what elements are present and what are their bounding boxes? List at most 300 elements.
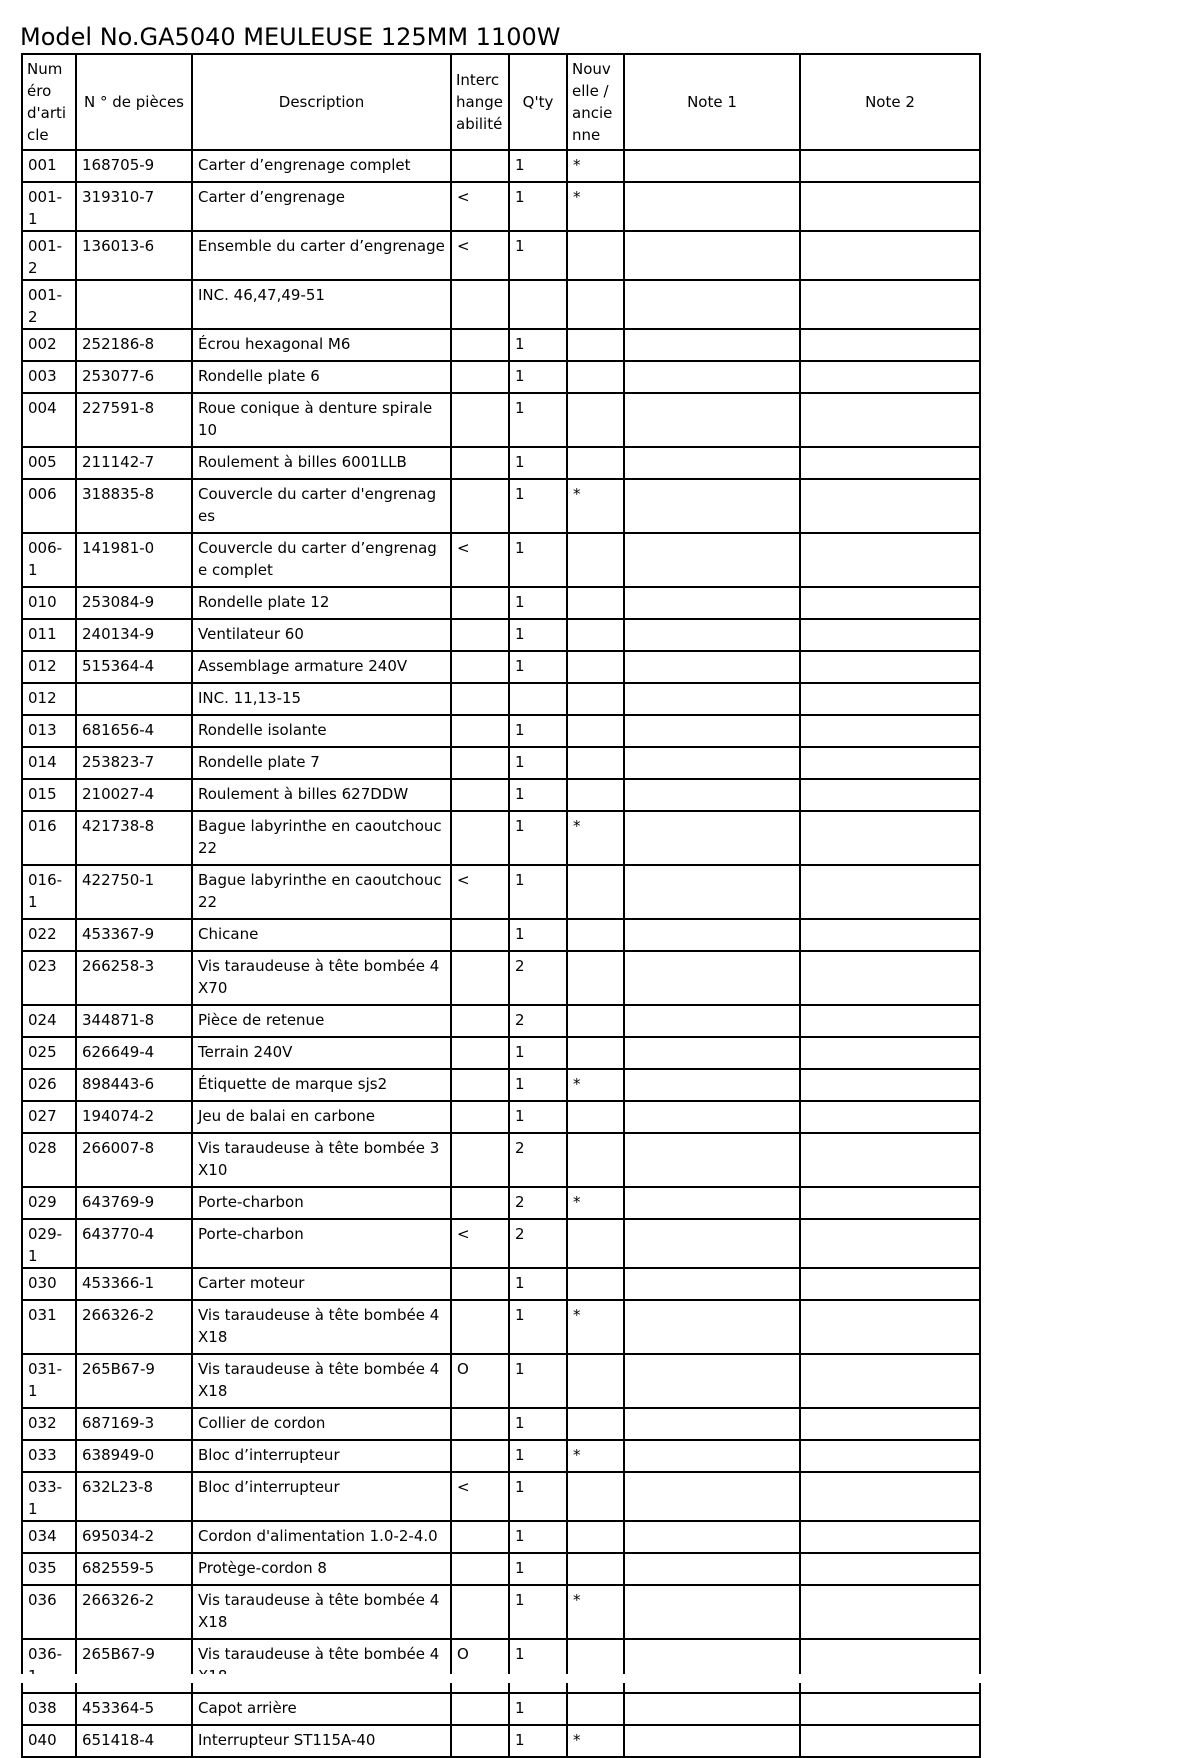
cell-note-1	[624, 811, 800, 865]
cell-part-number: 344871-8	[76, 1005, 192, 1037]
table-row	[22, 231, 980, 280]
cell-interchangeability: <	[451, 865, 509, 919]
cell-note-2	[800, 329, 980, 361]
cell-note-2	[800, 182, 980, 231]
table-row	[22, 715, 980, 747]
cell-note-1	[624, 280, 800, 329]
cell-description: Bloc d’interrupteur	[192, 1440, 451, 1472]
cell-quantity: 1	[509, 865, 567, 919]
cell-note-2	[800, 779, 980, 811]
cell-quantity: 1	[509, 587, 567, 619]
cell-new-old	[567, 329, 624, 361]
cell-item-number: 001	[22, 150, 76, 182]
cell-item-number: 012	[22, 683, 76, 715]
cell-note-2	[800, 1133, 980, 1187]
cell-note-2	[800, 1005, 980, 1037]
cell-interchangeability	[451, 587, 509, 619]
cell-quantity: 1	[509, 715, 567, 747]
cell-interchangeability: O	[451, 1639, 509, 1693]
table-row	[22, 533, 980, 587]
cell-new-old	[567, 1639, 624, 1693]
cell-new-old	[567, 1268, 624, 1300]
cell-interchangeability	[451, 1693, 509, 1725]
cell-note-1	[624, 747, 800, 779]
table-row	[22, 683, 980, 715]
cell-new-old	[567, 393, 624, 447]
cell-note-2	[800, 533, 980, 587]
cell-note-2	[800, 1101, 980, 1133]
cell-quantity: 1	[509, 329, 567, 361]
column-header-description: Description	[192, 54, 451, 150]
cell-item-number: 028	[22, 1133, 76, 1187]
cell-description: Vis taraudeuse à tête bombée 4	[192, 1639, 451, 1693]
cell-note-2	[800, 1639, 980, 1693]
cell-new-old	[567, 919, 624, 951]
cell-note-2	[800, 1037, 980, 1069]
cell-interchangeability	[451, 1553, 509, 1585]
cell-note-1	[624, 361, 800, 393]
cell-item-number: 036-	[22, 1639, 76, 1693]
cell-new-old	[567, 1219, 624, 1268]
cell-new-old	[567, 747, 624, 779]
cell-part-number: 643769-9	[76, 1187, 192, 1219]
table-row	[22, 1639, 980, 1693]
cell-new-old	[567, 1101, 624, 1133]
cell-note-1	[624, 587, 800, 619]
cell-new-old	[567, 1693, 624, 1725]
cell-note-1	[624, 1725, 800, 1757]
cell-note-2	[800, 1187, 980, 1219]
cell-item-number: 003	[22, 361, 76, 393]
cell-new-old	[567, 447, 624, 479]
column-header-new-old: Nouvelle / ancienne	[567, 54, 624, 150]
column-header-note-2: Note 2	[800, 54, 980, 150]
column-header-part-number: N ° de pièces	[76, 54, 192, 150]
table-header-row	[22, 54, 980, 150]
table-row	[22, 1069, 980, 1101]
cell-note-2	[800, 747, 980, 779]
cell-quantity	[509, 683, 567, 715]
cell-note-1	[624, 651, 800, 683]
cell-part-number: 318835-8	[76, 479, 192, 533]
cell-note-1	[624, 919, 800, 951]
cell-item-number: 025	[22, 1037, 76, 1069]
cell-interchangeability	[451, 280, 509, 329]
cell-note-1	[624, 231, 800, 280]
cell-item-number: 001-2	[22, 231, 76, 280]
cell-description: Chicane	[192, 919, 451, 951]
cell-interchangeability	[451, 619, 509, 651]
cell-interchangeability	[451, 329, 509, 361]
cell-interchangeability: O	[451, 1354, 509, 1408]
cell-note-2	[800, 1408, 980, 1440]
cell-part-number: 651418-4	[76, 1725, 192, 1757]
cell-note-1	[624, 779, 800, 811]
cell-new-old	[567, 533, 624, 587]
cell-item-number: 015	[22, 779, 76, 811]
table-row	[22, 619, 980, 651]
cell-part-number: 266326-2	[76, 1300, 192, 1354]
table-row	[22, 150, 980, 182]
cell-item-number: 038	[22, 1693, 76, 1725]
cell-note-1	[624, 1639, 800, 1693]
cell-interchangeability: <	[451, 231, 509, 280]
table-row	[22, 1585, 980, 1639]
cell-interchangeability	[451, 447, 509, 479]
cell-new-old	[567, 951, 624, 1005]
cell-new-old	[567, 1133, 624, 1187]
cell-interchangeability	[451, 1187, 509, 1219]
cell-part-number: 453364-5	[76, 1693, 192, 1725]
cell-part-number: 422750-1	[76, 865, 192, 919]
page-bottom-edge	[0, 1674, 1190, 1683]
cell-part-number	[76, 683, 192, 715]
cell-quantity: 1	[509, 779, 567, 811]
cell-interchangeability	[451, 715, 509, 747]
cell-description: Bloc d’interrupteur	[192, 1472, 451, 1521]
cell-part-number: 265B67-9	[76, 1354, 192, 1408]
cell-note-1	[624, 715, 800, 747]
cell-interchangeability	[451, 150, 509, 182]
table-row	[22, 280, 980, 329]
cell-description: Assemblage armature 240V	[192, 651, 451, 683]
cell-interchangeability	[451, 683, 509, 715]
cell-part-number: 632L23-8	[76, 1472, 192, 1521]
cell-note-1	[624, 1005, 800, 1037]
cell-part-number: 253077-6	[76, 361, 192, 393]
cell-part-number: 168705-9	[76, 150, 192, 182]
cell-note-2	[800, 865, 980, 919]
cell-item-number: 031	[22, 1300, 76, 1354]
table-row	[22, 811, 980, 865]
cell-quantity: 1	[509, 447, 567, 479]
cell-description: Vis taraudeuse à tête bombée 4X18	[192, 1585, 451, 1639]
cell-quantity: 1	[509, 1639, 567, 1693]
cell-description: Carter d’engrenage	[192, 182, 451, 231]
cell-part-number: 266007-8	[76, 1133, 192, 1187]
cell-item-number: 024	[22, 1005, 76, 1037]
cell-note-1	[624, 479, 800, 533]
cell-part-number: 681656-4	[76, 715, 192, 747]
cell-description: Roulement à billes 627DDW	[192, 779, 451, 811]
cell-part-number: 515364-4	[76, 651, 192, 683]
cell-note-1	[624, 1268, 800, 1300]
cell-description: Jeu de balai en carbone	[192, 1101, 451, 1133]
cell-new-old: *	[567, 150, 624, 182]
cell-note-1	[624, 1037, 800, 1069]
cell-description: Écrou hexagonal M6	[192, 329, 451, 361]
cell-interchangeability	[451, 779, 509, 811]
cell-interchangeability	[451, 1133, 509, 1187]
cell-new-old	[567, 1408, 624, 1440]
column-header-item-number: Numéro d'article	[22, 54, 76, 150]
cell-note-2	[800, 919, 980, 951]
cell-item-number: 001-2	[22, 280, 76, 329]
cell-note-1	[624, 1133, 800, 1187]
cell-interchangeability	[451, 1585, 509, 1639]
cell-new-old	[567, 1005, 624, 1037]
table-row	[22, 651, 980, 683]
table-row	[22, 1037, 980, 1069]
table-row	[22, 1408, 980, 1440]
cell-new-old	[567, 683, 624, 715]
table-row	[22, 587, 980, 619]
cell-description: Collier de cordon	[192, 1408, 451, 1440]
cell-description: Pièce de retenue	[192, 1005, 451, 1037]
table-row	[22, 1300, 980, 1354]
table-row	[22, 1219, 980, 1268]
cell-interchangeability	[451, 393, 509, 447]
cell-description: Porte-charbon	[192, 1187, 451, 1219]
cell-quantity: 1	[509, 1693, 567, 1725]
cell-new-old: *	[567, 1725, 624, 1757]
cell-note-2	[800, 951, 980, 1005]
cell-item-number: 011	[22, 619, 76, 651]
cell-note-1	[624, 150, 800, 182]
cell-quantity: 1	[509, 1585, 567, 1639]
cell-new-old: *	[567, 1440, 624, 1472]
cell-note-2	[800, 231, 980, 280]
cell-quantity: 2	[509, 951, 567, 1005]
cell-interchangeability: <	[451, 1472, 509, 1521]
cell-interchangeability	[451, 1005, 509, 1037]
cell-description: Bague labyrinthe en caoutchouc 22	[192, 865, 451, 919]
cell-new-old	[567, 231, 624, 280]
cell-note-2	[800, 280, 980, 329]
cell-part-number: 319310-7	[76, 182, 192, 231]
cell-new-old: *	[567, 811, 624, 865]
cell-part-number: 227591-8	[76, 393, 192, 447]
cell-description: Couvercle du carter d'engrenages	[192, 479, 451, 533]
cell-description: Rondelle plate 7	[192, 747, 451, 779]
table-row	[22, 447, 980, 479]
cell-interchangeability	[451, 479, 509, 533]
cell-new-old: *	[567, 1187, 624, 1219]
table-row	[22, 1187, 980, 1219]
cell-description: Terrain 240V	[192, 1037, 451, 1069]
cell-description: Porte-charbon	[192, 1219, 451, 1268]
cell-description: Carter d’engrenage complet	[192, 150, 451, 182]
cell-note-2	[800, 1553, 980, 1585]
table-row	[22, 361, 980, 393]
cell-quantity: 1	[509, 747, 567, 779]
cell-part-number: 638949-0	[76, 1440, 192, 1472]
table-row	[22, 1440, 980, 1472]
cell-item-number: 027	[22, 1101, 76, 1133]
cell-new-old	[567, 587, 624, 619]
cell-note-2	[800, 587, 980, 619]
table-row	[22, 1354, 980, 1408]
cell-description: Vis taraudeuse à tête bombée 4X18	[192, 1354, 451, 1408]
cell-part-number: 141981-0	[76, 533, 192, 587]
cell-description: Ensemble du carter d’engrenage	[192, 231, 451, 280]
cell-item-number: 010	[22, 587, 76, 619]
cell-item-number: 004	[22, 393, 76, 447]
cell-part-number: 252186-8	[76, 329, 192, 361]
cell-quantity: 1	[509, 1472, 567, 1521]
parts-table-body	[22, 150, 980, 1757]
cell-note-1	[624, 1187, 800, 1219]
table-row	[22, 1693, 980, 1725]
table-row	[22, 1725, 980, 1757]
cell-interchangeability: <	[451, 533, 509, 587]
cell-item-number: 035	[22, 1553, 76, 1585]
cell-part-number: 626649-4	[76, 1037, 192, 1069]
cell-item-number: 040	[22, 1725, 76, 1757]
cell-description: INC. 46,47,49-51	[192, 280, 451, 329]
cell-note-2	[800, 683, 980, 715]
cell-new-old	[567, 1553, 624, 1585]
cell-description: Vis taraudeuse à tête bombée 4X18	[192, 1300, 451, 1354]
cell-item-number: 033	[22, 1440, 76, 1472]
cell-description: Ventilateur 60	[192, 619, 451, 651]
cell-description: Couvercle du carter d’engrenage complet	[192, 533, 451, 587]
cell-description: Cordon d'alimentation 1.0-2-4.0	[192, 1521, 451, 1553]
cell-new-old: *	[567, 479, 624, 533]
cell-interchangeability	[451, 1300, 509, 1354]
cell-note-1	[624, 683, 800, 715]
cell-note-1	[624, 1440, 800, 1472]
cell-note-2	[800, 1069, 980, 1101]
column-header-quantity: Q'ty	[509, 54, 567, 150]
cell-interchangeability	[451, 1408, 509, 1440]
cell-interchangeability	[451, 747, 509, 779]
cell-note-1	[624, 1408, 800, 1440]
cell-interchangeability	[451, 919, 509, 951]
cell-note-1	[624, 1693, 800, 1725]
cell-note-1	[624, 951, 800, 1005]
table-row	[22, 479, 980, 533]
cell-quantity: 2	[509, 1219, 567, 1268]
cell-note-2	[800, 1725, 980, 1757]
cell-part-number: 682559-5	[76, 1553, 192, 1585]
cell-new-old	[567, 651, 624, 683]
cell-item-number: 005	[22, 447, 76, 479]
cell-note-1	[624, 1300, 800, 1354]
cell-note-1	[624, 1472, 800, 1521]
cell-note-1	[624, 865, 800, 919]
cell-note-2	[800, 1472, 980, 1521]
page-title: Model No.GA5040 MEULEUSE 125MM 1100W	[20, 23, 561, 51]
cell-note-2	[800, 447, 980, 479]
column-header-interchangeability: Interchangeabilité	[451, 54, 509, 150]
cell-part-number	[76, 280, 192, 329]
cell-note-1	[624, 1553, 800, 1585]
table-row	[22, 747, 980, 779]
cell-note-1	[624, 1219, 800, 1268]
cell-part-number: 253084-9	[76, 587, 192, 619]
cell-part-number: 211142-7	[76, 447, 192, 479]
cell-item-number: 033-1	[22, 1472, 76, 1521]
cell-item-number: 022	[22, 919, 76, 951]
cell-item-number: 014	[22, 747, 76, 779]
cell-item-number: 001-1	[22, 182, 76, 231]
cell-note-2	[800, 811, 980, 865]
cell-description: Roulement à billes 6001LLB	[192, 447, 451, 479]
cell-part-number: 643770-4	[76, 1219, 192, 1268]
cell-interchangeability	[451, 1440, 509, 1472]
cell-interchangeability	[451, 361, 509, 393]
cell-quantity: 1	[509, 393, 567, 447]
table-row	[22, 1101, 980, 1133]
cell-description: Bague labyrinthe en caoutchouc 22	[192, 811, 451, 865]
cell-new-old: *	[567, 1585, 624, 1639]
cell-description: Vis taraudeuse à tête bombée 3X10	[192, 1133, 451, 1187]
cell-item-number: 032	[22, 1408, 76, 1440]
table-row	[22, 865, 980, 919]
cell-note-1	[624, 1101, 800, 1133]
cell-description: Roue conique à denture spirale 10	[192, 393, 451, 447]
cell-quantity: 1	[509, 1101, 567, 1133]
column-header-note-1: Note 1	[624, 54, 800, 150]
cell-new-old: *	[567, 1069, 624, 1101]
cell-note-2	[800, 361, 980, 393]
cell-quantity: 1	[509, 361, 567, 393]
cell-interchangeability	[451, 1268, 509, 1300]
cell-description: Rondelle plate 6	[192, 361, 451, 393]
cell-note-1	[624, 447, 800, 479]
cell-description: Rondelle isolante	[192, 715, 451, 747]
cell-quantity	[509, 280, 567, 329]
cell-description: Vis taraudeuse à tête bombée 4X70	[192, 951, 451, 1005]
cell-part-number: 240134-9	[76, 619, 192, 651]
cell-quantity: 1	[509, 231, 567, 280]
parts-table	[21, 53, 981, 1758]
cell-note-2	[800, 1440, 980, 1472]
cell-note-2	[800, 479, 980, 533]
cell-quantity: 1	[509, 1725, 567, 1757]
cell-description: Capot arrière	[192, 1693, 451, 1725]
table-row	[22, 1553, 980, 1585]
cell-new-old	[567, 779, 624, 811]
cell-note-2	[800, 1219, 980, 1268]
cell-part-number: 687169-3	[76, 1408, 192, 1440]
cell-item-number: 016-1	[22, 865, 76, 919]
cell-quantity: 1	[509, 1440, 567, 1472]
cell-new-old	[567, 361, 624, 393]
cell-quantity: 2	[509, 1187, 567, 1219]
table-row	[22, 1521, 980, 1553]
cell-note-2	[800, 1354, 980, 1408]
cell-item-number: 031-1	[22, 1354, 76, 1408]
cell-item-number: 006	[22, 479, 76, 533]
cell-description: Rondelle plate 12	[192, 587, 451, 619]
cell-note-2	[800, 1268, 980, 1300]
table-row	[22, 779, 980, 811]
cell-description: INC. 11,13-15	[192, 683, 451, 715]
cell-description: Carter moteur	[192, 1268, 451, 1300]
table-row	[22, 329, 980, 361]
table-row	[22, 951, 980, 1005]
table-row	[22, 1005, 980, 1037]
cell-quantity: 1	[509, 533, 567, 587]
cell-quantity: 1	[509, 1408, 567, 1440]
cell-quantity: 1	[509, 1553, 567, 1585]
cell-part-number: 898443-6	[76, 1069, 192, 1101]
cell-part-number: 266258-3	[76, 951, 192, 1005]
cell-item-number: 012	[22, 651, 76, 683]
cell-quantity: 1	[509, 1268, 567, 1300]
cell-note-2	[800, 393, 980, 447]
cell-note-1	[624, 1521, 800, 1553]
cell-quantity: 1	[509, 919, 567, 951]
cell-part-number: 253823-7	[76, 747, 192, 779]
cell-quantity: 1	[509, 1037, 567, 1069]
cell-part-number: 421738-8	[76, 811, 192, 865]
cell-new-old	[567, 1472, 624, 1521]
cell-description: Interrupteur ST115A-40	[192, 1725, 451, 1757]
table-row	[22, 919, 980, 951]
